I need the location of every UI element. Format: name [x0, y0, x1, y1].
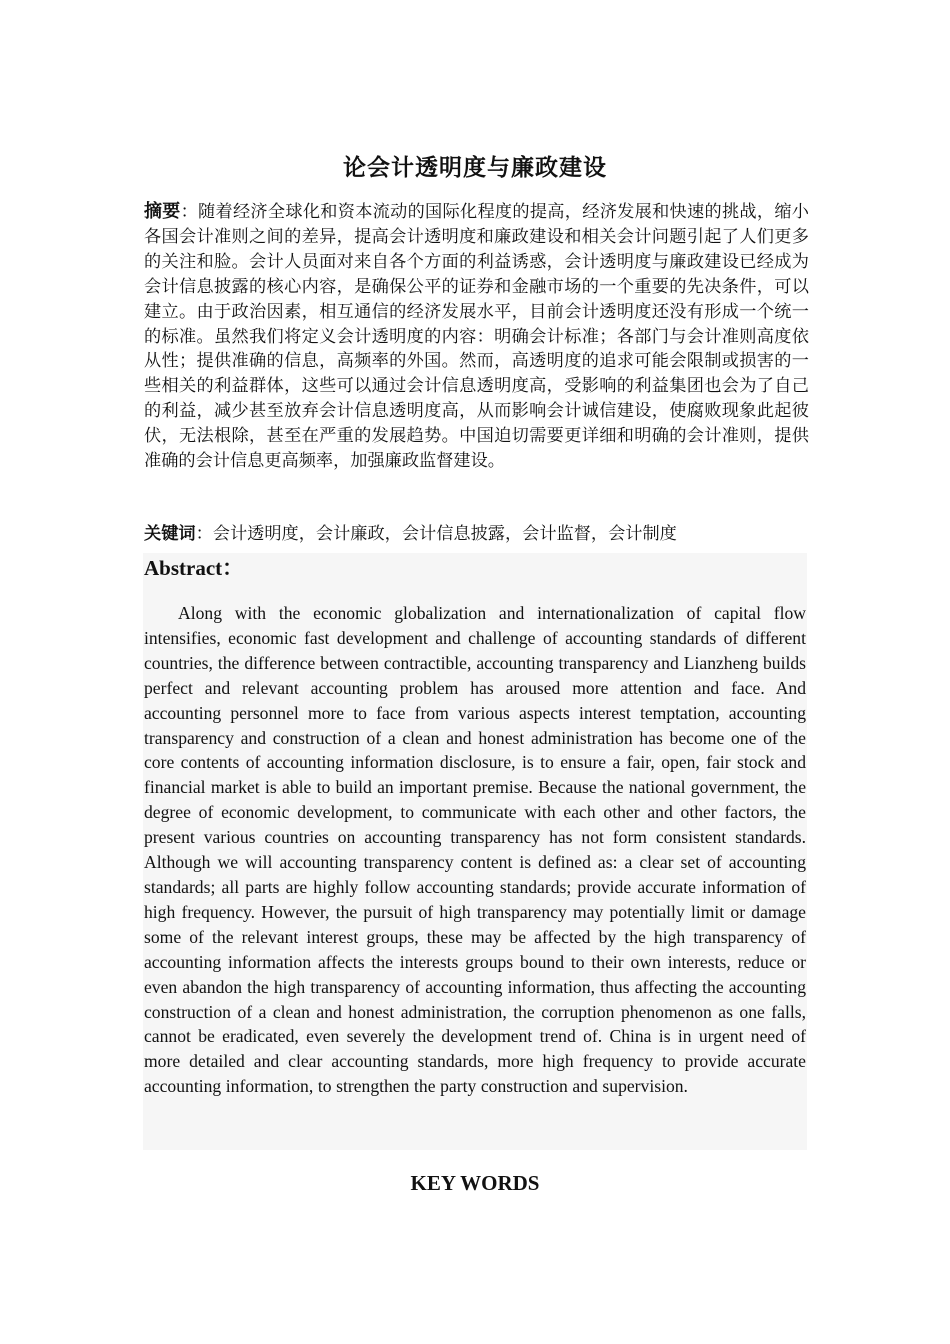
chinese-abstract-label: 摘要 [144, 201, 181, 222]
chinese-keywords-label: 关键词 [144, 524, 196, 544]
document-title: 论会计透明度与廉政建设 [343, 155, 607, 182]
english-keywords-heading: KEY WORDS [410, 1171, 540, 1195]
chinese-keywords [144, 522, 809, 547]
chinese-abstract-text: 随着经济全球化和资本流动的国际化程度的提高，经济发展和快速的挑战，缩小各国会计准则之间的差异，提高会计透明度和廉政建设和相关会计问题引起了人们更多的关注和脸。会计人员面对来自各个方面的利益诱惑，会计透明度与廉政建设已经成为会计信息披露的核心内容，是确保公平的证券和金融市场的一个重要的先决条件，可以建立。由于政治因素，相互通信的经济发展水平，目前会计透明度还没有形成一个统一的标准。虽然我们将定义会计透明度的内容：明确会计标准；各部门与会计准则高度依从性；提供准确的信息，高频率的外国。然而，高透明度的追求可能会限制或损害的一些相关的利益群体，这些可以通过会计信息透明度高，受影响的利益集团也会为了自己的利益，减少甚至放弃会计信息透明度高，从而影响会计诚信建设，使腐败现象此起彼伏，无法根除，甚至在严重的发展趋势。中国迫切需要更详细和明确的会计准则，提供准确的会计信息更高频率，加强廉政监督建设。 [144, 202, 809, 472]
chinese-keywords-text: 会计透明度，会计廉政，会计信息披露，会计监督，会计制度 [212, 524, 677, 544]
chinese-keywords-separator: ： [195, 524, 213, 544]
chinese-abstract [144, 200, 809, 474]
english-abstract-heading: Abstract： [144, 556, 244, 580]
english-abstract-text: Along with the economic globalization and internationalization of capital flow intensifies, economic fast development and challenge of accounting standards of different countries, the difference between contractible, accounting transparency and Lianzheng builds perfect and relevant accounting problem has aroused more attention and face. And accounting personnel more to face from various aspects interest temptation, accounting transparency and construction of a clean and honest administration has become one of the core contents of accounting information disclosure, is to ensure a fair, open, fair stock and financial market is able to build an important premise. Because the national government, the degree of economic development, to communicate with each other and other factors, the present various countries on accounting transparency has not form consistent standards. Although we will accounting transparency content is defined as: a clear set of accounting standards; all parts are highly follow accounting standards; provide accurate information of high frequency. However, the pursuit of high transparency may potentially limit or damage some of the relevant interest groups, these may be affected by the high transparency of accounting information affects the interests groups bound to their own interests, reduce or even abandon the high transparency of accounting information, thus affecting the accounting construction of a clean and honest administration, the corruption phenomenon as one falls, cannot be eradicated, even severely the development trend of. China is in urgent need of more detailed and clear accounting standards, more high frequency to provide accurate accounting information, to strengthen the party construction and supervision. [144, 603, 806, 1097]
chinese-abstract-separator: ： [180, 202, 199, 222]
